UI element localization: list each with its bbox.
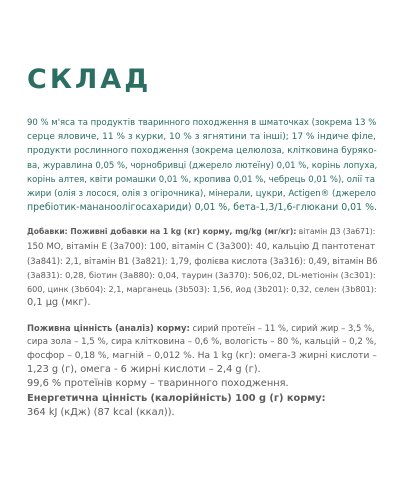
nutrition-line: фосфор – 0,18 %, магній – 0,012 %. На 1 kg (кг): омега-3 жирні кислоти – xyxy=(27,351,377,362)
composition-line: жири (олія з лосося, олія з огірочника), мінерали, цукри, Actigen® (джерело xyxy=(27,189,376,200)
composition-line: ва, журавлина 0,05 %, чорнобривці (джерело лютеїну) 0,01 %, корінь лопуха, xyxy=(27,160,378,171)
composition-line: серце яловиче, 11 % з курки, 10 % з ягнятини та інші); 17 % індиче філе, xyxy=(27,132,376,143)
composition-content xyxy=(27,116,377,420)
composition-line: 90 % м'яса та продуктів тваринного походження в шматочках (зокрема 13 % xyxy=(27,118,377,128)
composition-line: продукти рослинного походження (зокрема целюлоза, клітковина буряко- xyxy=(27,146,377,157)
nutrition-first-line-text: сирий протеїн – 11 %, сирий жир – 3,5 %, xyxy=(189,322,375,333)
nutrition-first-line xyxy=(27,321,377,335)
nutrition-line: 99,6 % протеїнів корму – тваринного походження. xyxy=(27,378,289,390)
nutrition-paragraph xyxy=(27,321,377,420)
additives-first-line xyxy=(27,225,377,239)
additives-heading: Добавки: Поживні добавки на 1 kg (кг) корму, mg/kg (мг/кг): xyxy=(27,227,297,237)
energy-heading: Енергетична цінність (калорійність) 100 g (г) корму: xyxy=(27,392,326,404)
additives-line: 150 МО, вітамін Е (3a700): 100, вітамін С (3a300): 40, кальцію Д пантотенат xyxy=(27,241,376,252)
additives-paragraph xyxy=(27,225,377,310)
composition-line: пребіотик-мананоолігосахариди) 0,01 %, бета-1,3/1,6-глюкани 0,01 %. xyxy=(27,202,377,214)
additives-line: 0,1 µg (мкг). xyxy=(27,297,91,309)
additives-first-line-text: вітамін Д3 (3a671): xyxy=(296,227,376,237)
page-title: СКЛАД xyxy=(27,64,152,95)
nutrition-heading: Поживна цінність (аналіз) корму: xyxy=(27,322,190,333)
composition-line: корінь алтея, квіти ромашки 0,01 %, кропива 0,01 %, чебрець 0,01 %), олії та xyxy=(27,174,375,185)
nutrition-line: сира зола – 1,5 %, сира клітковина – 0,6 %, вологість – 80 %, кальцій – 0,2 %, xyxy=(27,336,377,347)
composition-paragraph xyxy=(27,116,377,215)
nutrition-line: 1,23 g (г), омега - 6 жирні кислоти – 2,4 g (г). xyxy=(27,364,261,376)
additives-line: 600, цинк (3b604): 2,1, марганець (3b503): 1,56, йод (3b201): 0,32, селен (3b801): xyxy=(27,284,377,295)
additives-line: (3a841): 2,1, вітамін В1 (3a821): 1,79, фолієва кислота (3a316): 0,49, вітамін В6 xyxy=(27,255,378,266)
energy-value: 364 kJ (кДж) (87 kcal (ккал)). xyxy=(27,406,175,418)
additives-line: (3a831): 0,28, біотин (3a880): 0,04, таурин (3a370): 506,02, DL-метіонін (3c301): xyxy=(27,270,376,281)
